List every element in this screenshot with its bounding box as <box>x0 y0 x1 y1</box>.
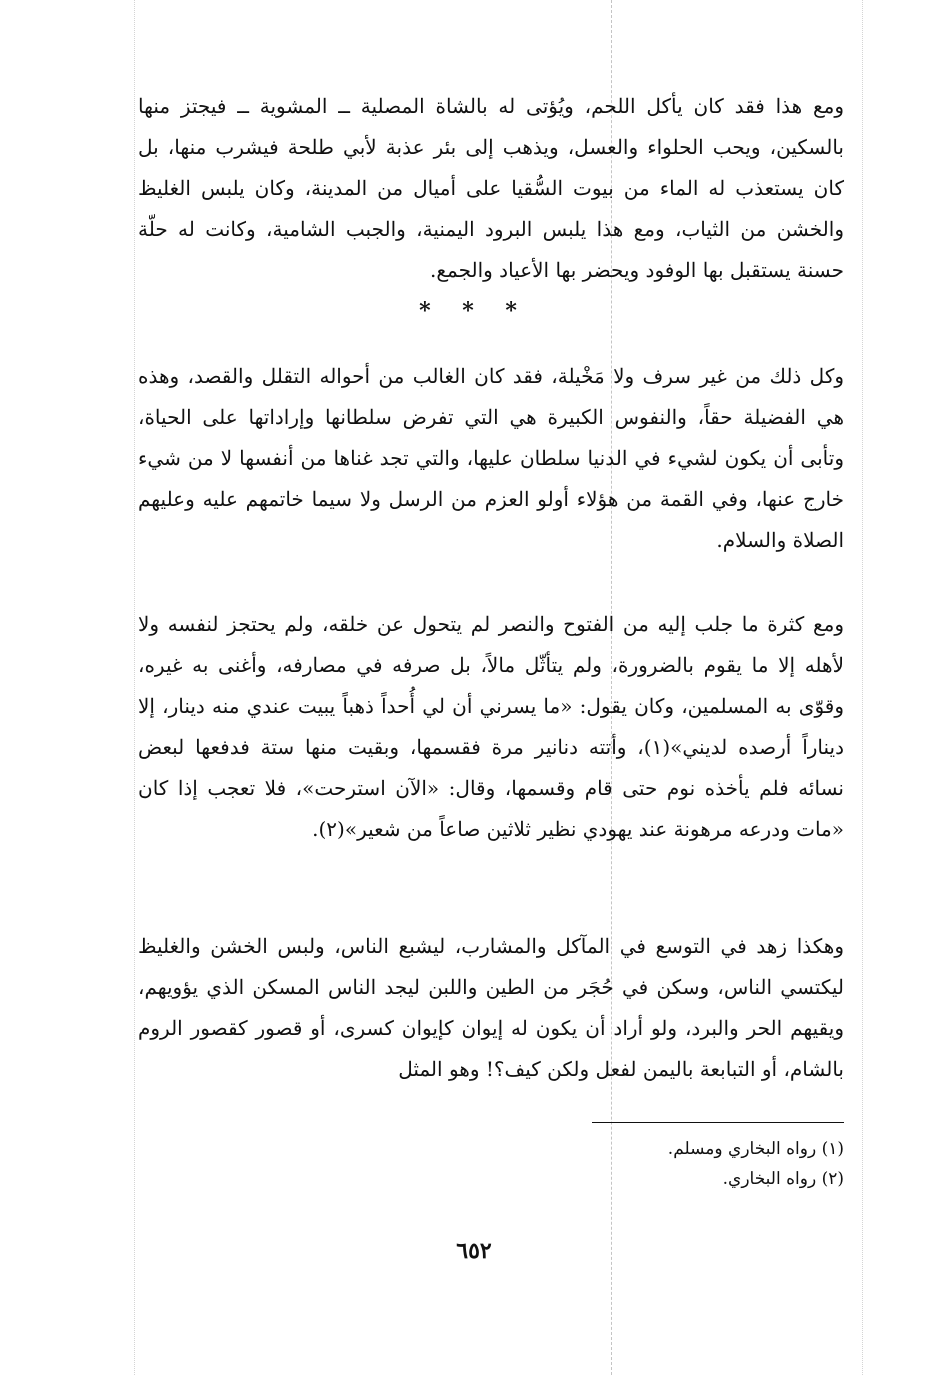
right-margin-line <box>862 0 863 1375</box>
paragraph-text: ومع كثرة ما جلب إليه من الفتوح والنصر لم يتحول عن خلقه، ولم يحتجز لنفسه ولا لأهله إلا ما يقوم بالضرورة، ولم يتأثّل مالاً، بل صرفه في مصارفه، وأغنى به غيره، وقوّى به المسلمين، وكان يقول: «ما يسرني أن لي أُحداً ذهباً يبيت عندي منه دينار، إلا ديناراً أرصده لديني»(١)، وأتته دنانير مرة فقسمها، وبقيت منها ستة فدفعها لبعض نسائه فلم يأخذه نوم حتى قام وقسمها، وقال: «الآن استرحت»، فلا تعجب إذا كان «مات ودرعه مرهونة عند يهودي نظير ثلاثين صاعاً من شعير»(٢). <box>138 612 845 841</box>
paragraph-2 <box>138 356 844 561</box>
footnote-1: (١) رواه البخاري ومسلم. <box>667 1139 844 1159</box>
paragraph-3 <box>138 604 844 850</box>
paragraph-4 <box>138 926 844 1090</box>
footnote-2: (٢) رواه البخاري. <box>722 1169 844 1189</box>
paragraph-text: وكل ذلك من غير سرف ولا مَخْيلة، فقد كان الغالب من أحواله التقلل والقصد، وهذه هي الفضيلة حقاً، والنفوس الكبيرة هي التي تفرض سلطانها وإراداتها على الحياة، وتأبى أن يكون لشيء في الدنيا سلطان عليها، والتي تجد غناها من أنفسها لا من شيء خارج عنها، وفي القمة من هؤلاء أولو العزم من الرسل ولا سيما خاتمهم عليه وعليهم الصلاة والسلام. <box>138 364 845 552</box>
section-separator: * * * <box>419 298 529 324</box>
left-margin-line <box>134 0 135 1375</box>
paragraph-text: وهكذا زهد في التوسع في المآكل والمشارب، ليشبع الناس، ولبس الخشن والغليظ ليكتسي الناس، وسكن في حُجَر من الطين واللبن ليجد الناس المسكن الذي يؤويهم، ويقيهم الحر والبرد، ولو أراد أن يكون له إيوان كإيوان كسرى، أو قصور كقصور الروم بالشام، أو التبابعة باليمن لفعل ولكن كيف؟! وهو المثل <box>138 934 844 1081</box>
page-number: ٦٥٢ <box>456 1238 492 1264</box>
paragraph-text: ومع هذا فقد كان يأكل اللحم، ويُؤتى له بالشاة المصلية ــ المشوية ــ فيجتز منها بالسكين، ويحب الحلواء والعسل، ويذهب إلى بئر عذبة لأبي طلحة فيشرب منها، بل كان يستعذب له الماء من بيوت السُّقيا على أميال من المدينة، وكان يلبس الغليظ والخشن من الثياب، ومع هذا يلبس البرود اليمنية، والجبب الشامية، وكانت له حلّة حسنة يستقبل بها الوفود ويحضر بها الأعياد والجمع. <box>138 94 844 282</box>
footnotes <box>438 1134 844 1194</box>
footnote-divider <box>592 1122 844 1123</box>
paragraph-1 <box>138 86 844 291</box>
